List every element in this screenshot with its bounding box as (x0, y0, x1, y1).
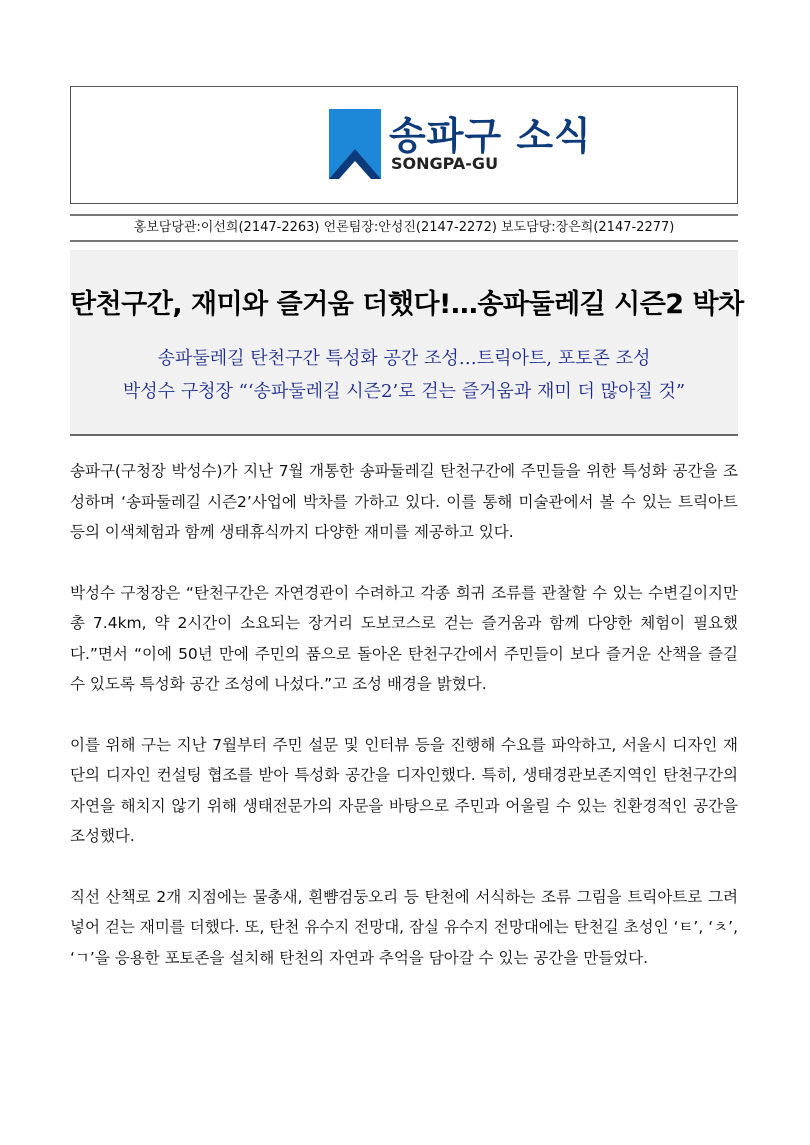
songpa-logo (329, 109, 592, 179)
songpa-emblem-icon (329, 109, 381, 179)
logo-subtitle: SONGPA-GU (391, 154, 499, 173)
article-paragraph-4: 직선 산책로 2개 지점에는 물총새, 흰뺨검둥오리 등 탄천에 서식하는 조류 그림을 트릭아트로 그려 넣어 걷는 재미를 더했다. 또, 탄천 유수지 전망대, 잠실 유수지 전망대에는 탄천길 초성인 ‘ㅌ’, ‘ㅊ’, ‘ㄱ’을 응용한 포토존을 설치해 탄천의 자연과 추억을 담아갈 수 있는 공간을 만들었다. (70, 887, 738, 967)
logo-title: 송파구 소식 (389, 114, 592, 158)
article-paragraph-2: 박성수 구청장은 “탄천구간은 자연경관이 수려하고 각종 희귀 조류를 관찰할 수 있는 수변길이지만 총 7.4km, 약 2시간이 소요되는 장거리 도보코스로 걷는 즐거움과 함께 다양한 체험이 필요했다.”면서 “이에 50년 만에 주민의 품으로 돌아온 탄천구간에서 주민들이 보다 즐거운 산책을 즐길 수 있도록 특성화 공간 조성에 나섰다.”고 조성 배경을 밝혔다. (70, 583, 738, 693)
article-body (70, 456, 738, 1003)
article-paragraph-3: 이를 위해 구는 지난 7월부터 주민 설문 및 인터뷰 등을 진행해 수요를 파악하고, 서울시 디자인 재단의 디자인 컨설팅 협조를 받아 특성화 공간을 디자인했다. 특히, 생태경관보존지역인 탄천구간의 자연을 해치지 않기 위해 생태전문가의 자문을 바탕으로 주민과 어울릴 수 있는 친환경적인 공간을 조성했다. (70, 735, 738, 845)
headline-title: 탄천구간, 재미와 즐거움 더했다!…송파둘레길 시즌2 박차 (70, 289, 744, 320)
headline-box (70, 250, 744, 436)
article-paragraph-1: 송파구(구청장 박성수)가 지난 7월 개통한 송파둘레길 탄천구간에 주민들을 위한 특성화 공간을 조성하며 ‘송파둘레길 시즌2’사업에 박차를 가하고 있다. 이를 통해 미술관에서 볼 수 있는 트릭아트 등의 이색체험과 함께 생태휴식까지 다양한 재미를 제공하고 있다. (70, 462, 738, 541)
header-box (70, 86, 738, 204)
headline-subtitle-2: 박성수 구청장 “‘송파둘레길 시즌2’로 걷는 즐거움과 재미 더 많아질 것” (122, 381, 686, 402)
headline-subtitle-1: 송파둘레길 탄천구간 특성화 공간 조성…트릭아트, 포토존 조성 (157, 348, 651, 369)
contact-bar: 홍보담당관:이선희(2147-2263) 언론팀장:안성진(2147-2272) 보도담당:장은희(2147-2277) (70, 214, 738, 242)
